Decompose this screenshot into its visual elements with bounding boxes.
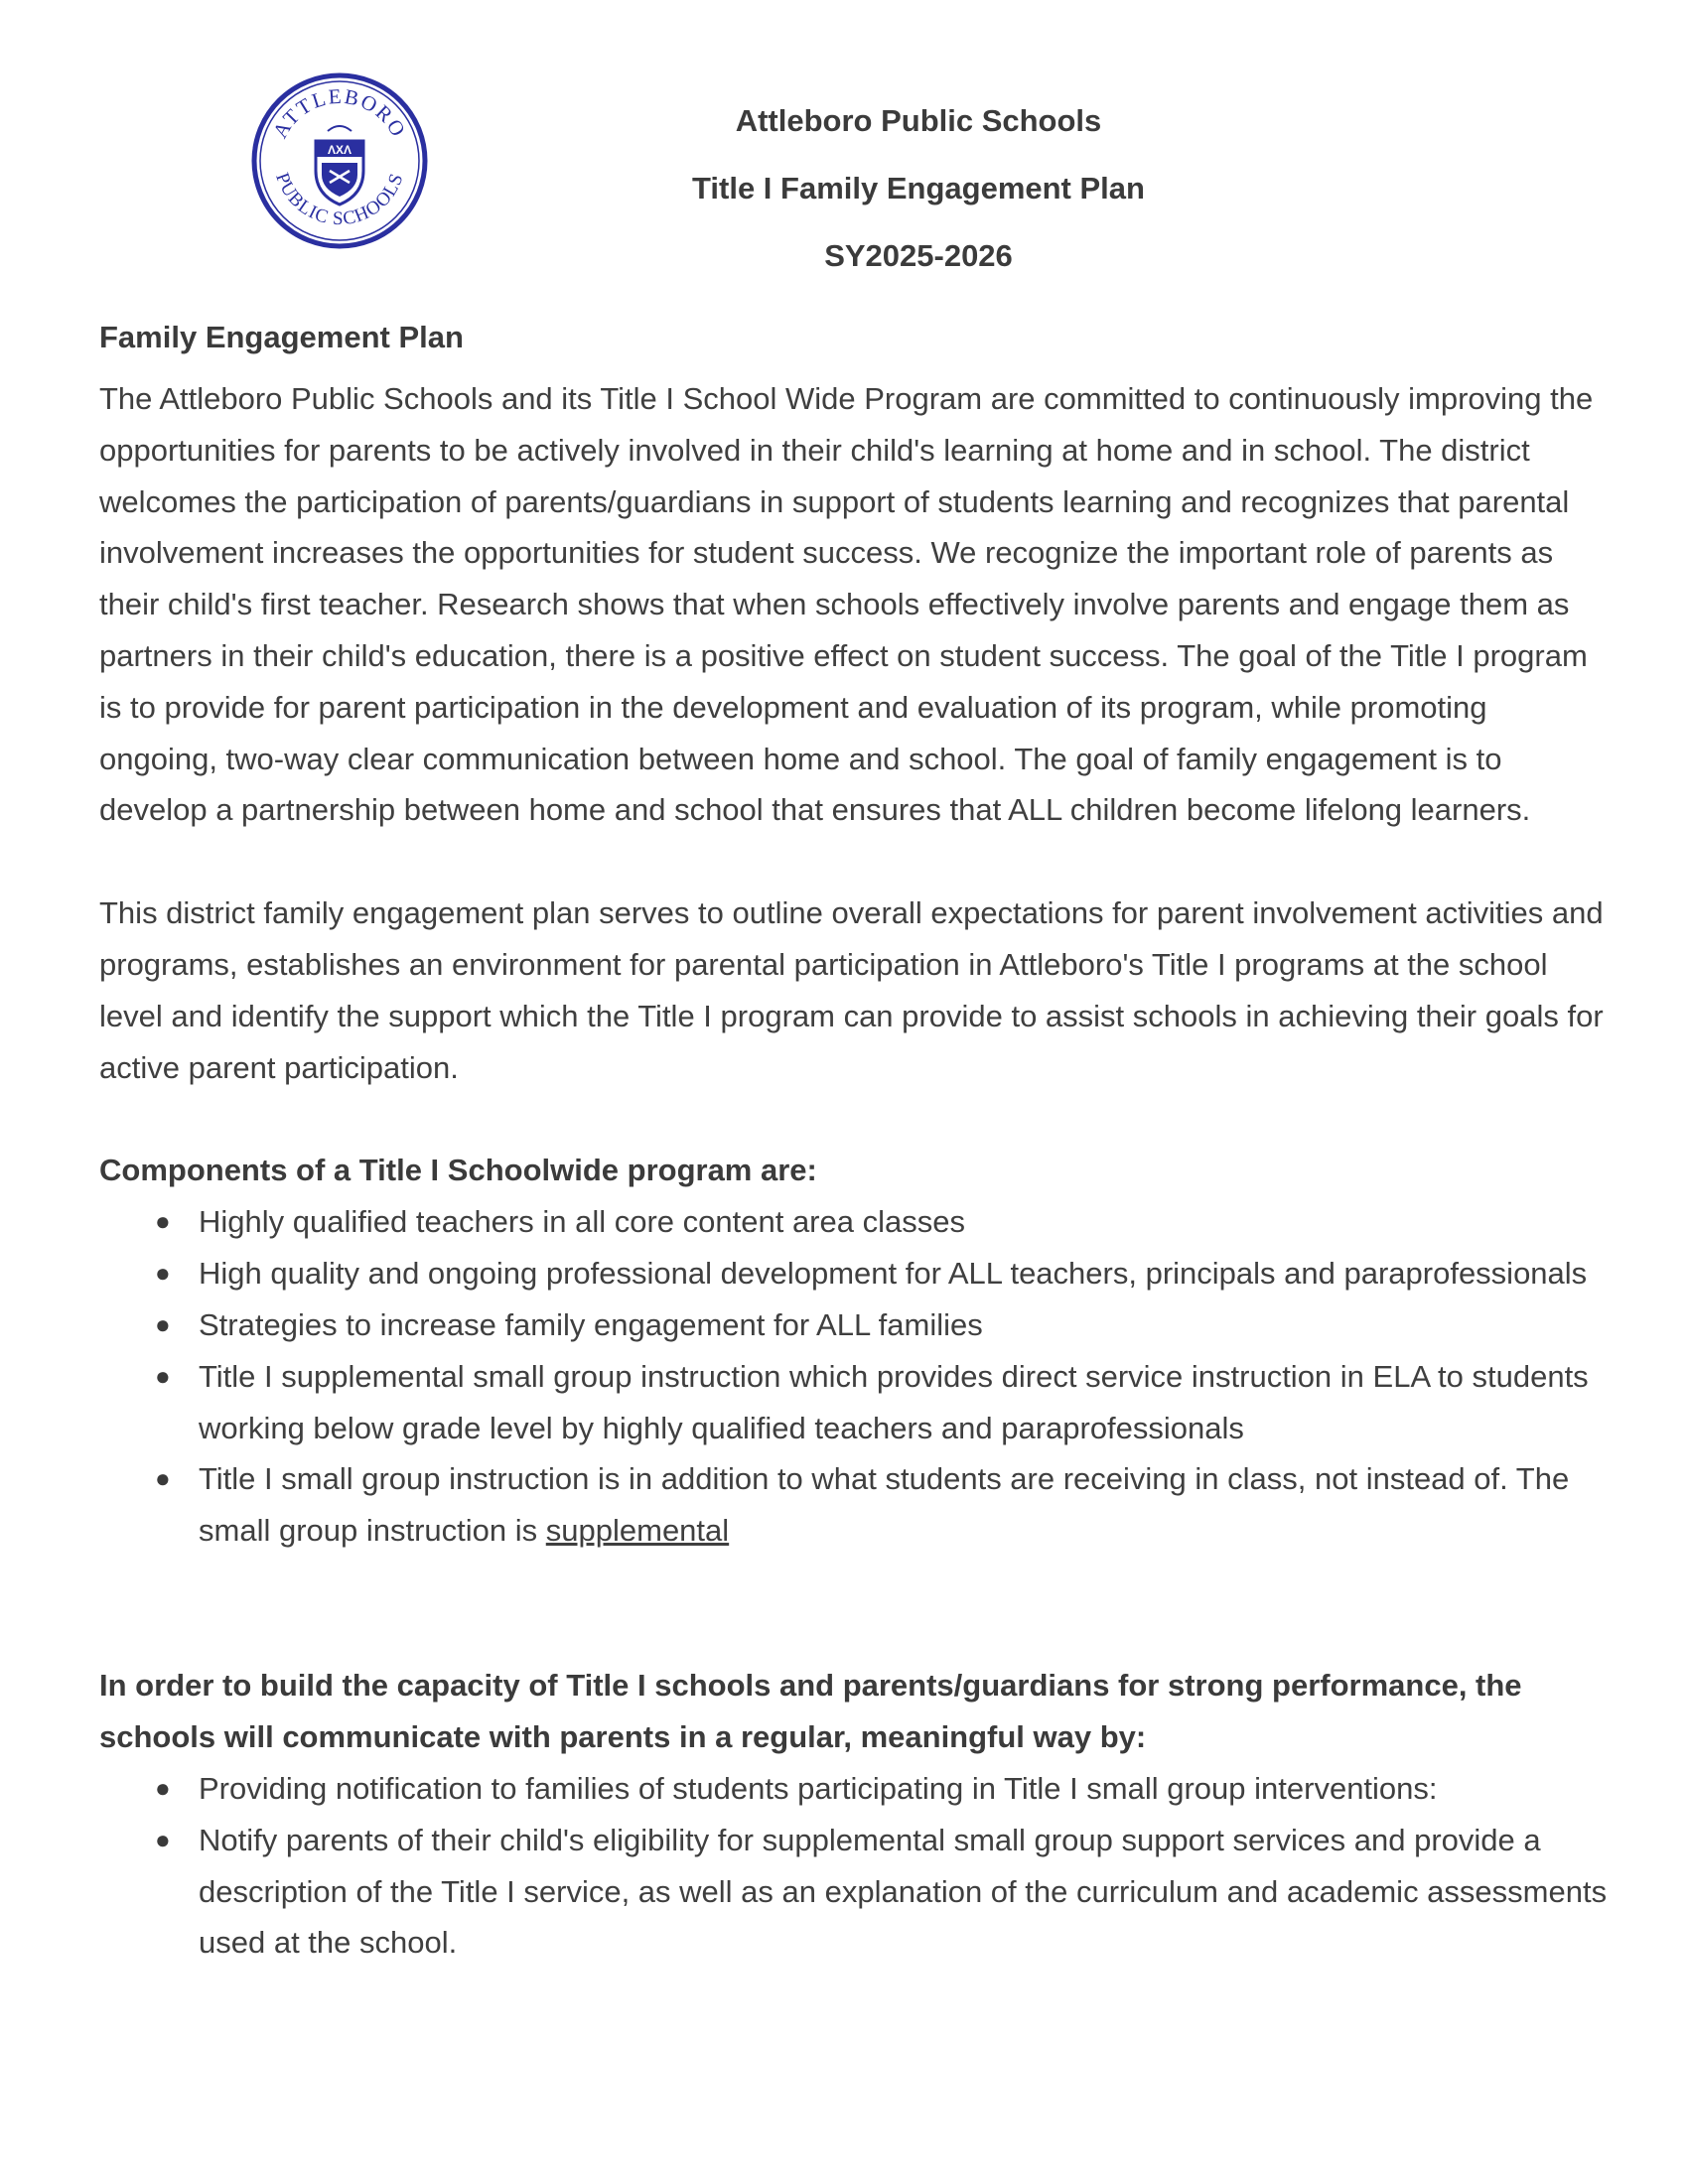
list-item: ● Notify parents of their child's eligibility for supplemental small group support services and provide a description of the Title I service, as well as an explanation of the curriculum and academic assessments used at the school. [99,1815,1609,1969]
seal-shield-text: ΛXΛ [327,143,352,157]
intro-paragraph: The Attleboro Public Schools and its Title I School Wide Program are committed to continuously improving the opportunities for parents to be actively involved in their child's learning at home and in school. The district welcomes the participation of parents/guardians in support of students learning and recognizes that parental involvement increases the opportunities for student success. We recognize the important role of parents as their child's first teacher. Research shows that when schools effectively involve parents and engage them as partners in their child's education, there is a positive effect on student success. The goal of the Title I program is to provide for parent participation in the development and evaluation of its program, while promoting ongoing, two-way clear communication between home and school. The goal of family engagement is to develop a partnership between home and school that ensures that ALL children become lifelong learners. [99,381,1594,828]
bullet-icon: ● [155,1360,171,1391]
section-title-capacity-building: In order to build the capacity of Title I schools and parents/guardians for strong performance, the schools will communicate with parents in a regular, meaningful way by: [99,1667,1522,1754]
bullet-icon: ● [155,1463,171,1494]
seal-top-text: ATTLEBORO [267,83,412,143]
section-title-components: Components of a Title I Schoolwide program are: [99,1153,817,1188]
communication-list [99,1763,1609,1969]
seal-bottom-text: PUBLIC SCHOOLS [271,170,408,230]
list-item: ● Title I small group instruction is in addition to what students are receiving in class, not instead of. The small group instruction is supplemental [99,1453,1609,1557]
bullet-icon: ● [155,1258,171,1289]
list-item: ● Title I supplemental small group instruction which provides direct service instruction in ELA to students working below grade level by highly qualified teachers and paraprofessionals [99,1351,1609,1454]
components-list [99,1196,1609,1557]
district-name-heading: Attleboro Public Schools [735,103,1102,138]
district-seal-logo [250,71,429,250]
list-item: ● High quality and ongoing professional development for ALL teachers, principals and paraprofessionals [99,1248,1609,1299]
bullet-icon: ● [155,1772,171,1803]
bullet-icon: ● [155,1206,171,1237]
bullet-icon: ● [155,1824,171,1854]
list-item: ● Strategies to increase family engagement for ALL families [99,1299,1609,1351]
bullet-icon: ● [155,1308,171,1339]
list-item: ● Highly qualified teachers in all core content area classes [99,1196,1609,1248]
plan-purpose-paragraph: This district family engagement plan serves to outline overall expectations for parent involvement activities and programs, establishes an environment for parental participation in Attleboro's Title I programs at the school level and identify the support which the Title I program can provide to assist schools in achieving their goals for active parent participation. [99,895,1604,1085]
school-year-heading: SY2025-2026 [824,238,1013,273]
supplemental-underlined-text: supplemental [545,1513,730,1549]
section-title-family-engagement-plan: Family Engagement Plan [99,320,464,354]
plan-title-heading: Title I Family Engagement Plan [692,171,1145,205]
list-item: ● Providing notification to families of students participating in Title I small group interventions: [99,1763,1609,1815]
document-body [99,312,1609,1969]
